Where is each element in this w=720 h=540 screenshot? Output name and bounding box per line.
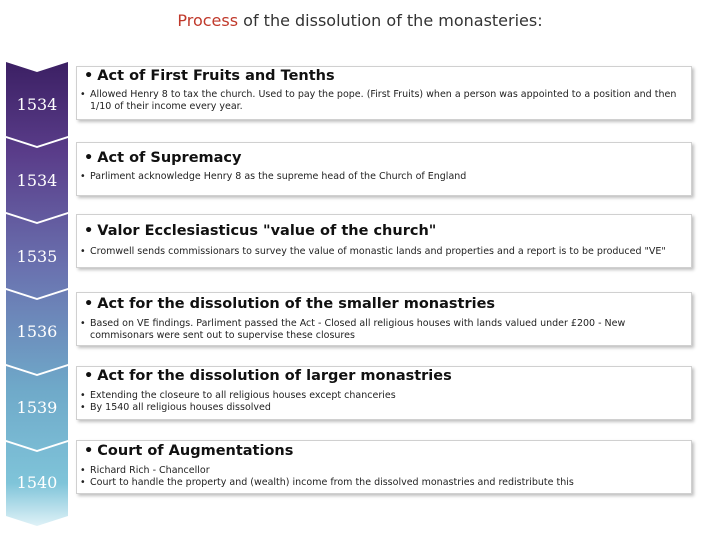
title-rest: of the dissolution of the monasteries: bbox=[238, 11, 543, 30]
event-details: • Richard Rich - Chancellor • Court to handle the property and (wealth) income from the dissolved monastries and redistribute this bbox=[80, 465, 574, 488]
event-heading: • Act for the dissolution of larger monastries bbox=[84, 368, 452, 384]
event-details: • Parliment acknowledge Henry 8 as the supreme head of the Church of England bbox=[80, 171, 467, 182]
detail-line: By 1540 all religious houses dissolved bbox=[90, 402, 271, 413]
event-details: • Cromwell sends commissionars to survey the value of monastic lands and properties and a report is to be produced "VE" bbox=[80, 246, 666, 257]
year-label: 1534 bbox=[16, 171, 58, 190]
event-details: • Based on VE findings. Parliment passed the Act - Closed all religious houses with lands valued under £200 - New commisonars were sent out to supervise these closures bbox=[80, 318, 684, 342]
detail-line: Based on VE findings. Parliment passed the Act - Closed all religious houses with lands valued under £200 - New commisonars were sent out to supervise these closures bbox=[90, 318, 626, 341]
detail-line: Allowed Henry 8 to tax the church. Used to pay the pope. (First Fruits) when a person was appointed to a position and then 1/10 of their income every year. bbox=[90, 89, 677, 112]
detail-line: Richard Rich - Chancellor bbox=[90, 465, 210, 476]
year-label: 1534 bbox=[16, 95, 58, 114]
event-details: • Allowed Henry 8 to tax the church. Used to pay the pope. (First Fruits) when a person was appointed to a position and then 1/10 of their income every year. bbox=[80, 89, 684, 113]
event-heading: • Act of Supremacy bbox=[84, 150, 242, 166]
year-label: 1540 bbox=[16, 473, 58, 492]
event-heading: • Act for the dissolution of the smaller monastries bbox=[84, 296, 496, 312]
detail-line: Parliment acknowledge Henry 8 as the supreme head of the Church of England bbox=[90, 171, 467, 182]
year-label: 1539 bbox=[16, 398, 58, 417]
title-accent: Process bbox=[177, 11, 239, 30]
event-heading: • Valor Ecclesiasticus "value of the church" bbox=[84, 223, 437, 239]
event-details: • Extending the closeure to all religious houses except chanceries • By 1540 all religious houses dissolved bbox=[80, 390, 396, 413]
detail-line: Cromwell sends commissionars to survey the value of monastic lands and properties and a report is to be produced "VE" bbox=[90, 246, 666, 257]
event-heading: • Court of Augmentations bbox=[84, 443, 294, 459]
detail-line: Extending the closeure to all religious houses except chanceries bbox=[90, 390, 396, 401]
detail-line: Court to handle the property and (wealth) income from the dissolved monastries and redistribute this bbox=[90, 477, 574, 488]
year-label: 1536 bbox=[16, 322, 58, 341]
year-label: 1535 bbox=[16, 247, 58, 266]
event-heading: • Act of First Fruits and Tenths bbox=[84, 68, 335, 84]
